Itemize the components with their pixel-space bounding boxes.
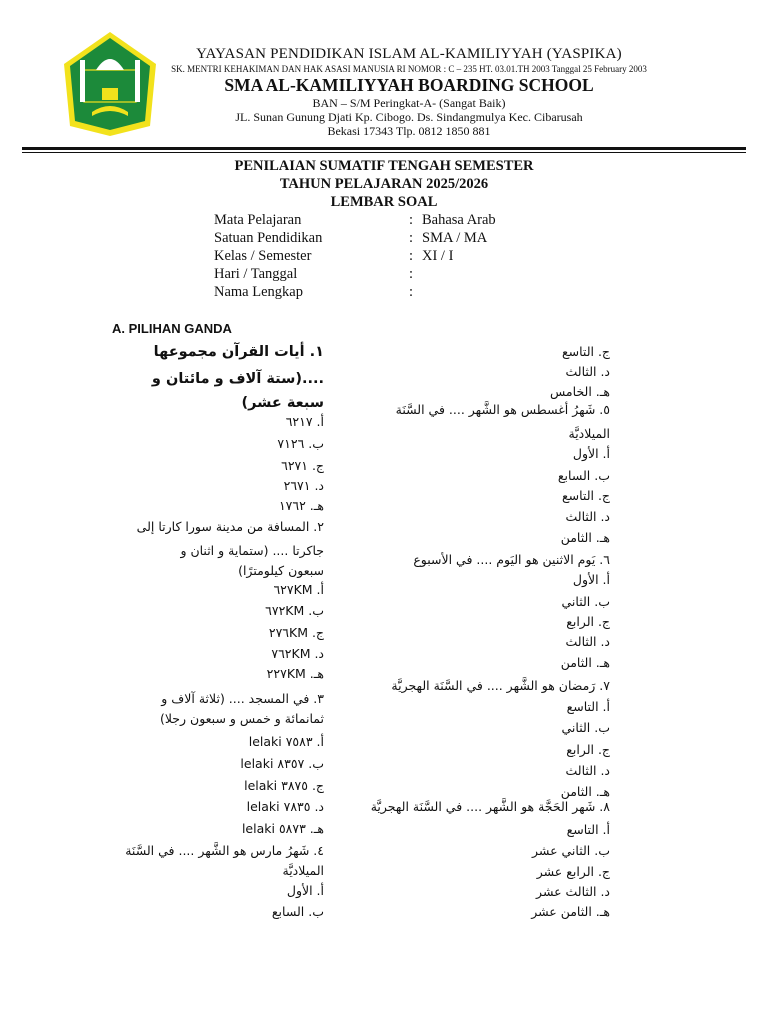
question-line: ج. ٦٢٧١ (281, 458, 324, 473)
info-colon: : (409, 248, 414, 264)
info-colon: : (409, 266, 414, 282)
question-line: ٧. رَمضان هو الشَّهر .... في السَّنَة الهجريَّة (391, 678, 610, 693)
question-line: ج. التاسع (561, 344, 610, 359)
info-value: SMA / MA (422, 230, 488, 246)
question-line: د. الثالث (565, 509, 610, 524)
header-divider-thick (22, 147, 746, 150)
question-line: هـ. ٢٢٧KM (266, 666, 324, 681)
question-line: ج. التاسع (561, 488, 610, 503)
question-line: أ. الأول (286, 883, 324, 898)
question-line: هـ. الثامن (560, 784, 610, 799)
academic-year: TAHUN PELAJARAN 2025/2026 (279, 176, 489, 192)
info-colon: : (409, 284, 414, 300)
accreditation: BAN – S/M Peringkat-A- (Sangat Baik) (312, 96, 506, 110)
question-line: ٦. يَوم الاثنين هو اليَوم .... في الأسبوع (413, 552, 610, 567)
question-line: ٥. شَهرُ أغسطس هو الشَّهر .... في السَّنَة (395, 402, 610, 417)
question-line: أ. الأول (572, 572, 610, 587)
sheet-title: LEMBAR SOAL (330, 194, 438, 210)
question-line: د. الثالث (565, 763, 610, 778)
question-line: ب. ٧١٢٦ (277, 436, 324, 451)
question-line: ب. ٨٣٥٧ lelaki (240, 756, 324, 771)
info-label: Hari / Tanggal (214, 266, 298, 282)
exam-title: PENILAIAN SUMATIF TENGAH SEMESTER (234, 158, 534, 174)
question-line: ٣. في المسجد .... (ثلاثة آلاف و (161, 691, 324, 706)
info-label: Satuan Pendidikan (214, 230, 323, 246)
question-line: جاكرتا .... (ستماية و اثنان و (180, 543, 324, 558)
info-value: XI / I (422, 248, 454, 264)
question-line: ٢. المسافة من مدينة سورا كارتا إلى (136, 519, 324, 534)
question-line: د. ٧٨٣٥ lelaki (246, 799, 324, 814)
info-colon: : (409, 212, 414, 228)
question-line: أ. التاسع (566, 822, 610, 837)
question-line: ٨. شَهر الحَجَّة هو الشَّهر .... في السَّنَة الهجريَّة (370, 799, 610, 814)
question-line: ج. ٢٧٦KM (268, 625, 324, 640)
decree-line: SK. MENTRI KEHAKIMAN DAN HAK ASASI MANUSIA RI NOMOR : C – 235 HT. 03.01.TH 2003 Tanggal 25 February 2003 (171, 64, 647, 74)
question-line: ج. ٣٨٧٥ lelaki (244, 778, 324, 793)
question-line: د. ٧٦٢KM (271, 646, 324, 661)
info-value: Bahasa Arab (422, 212, 496, 228)
question-line: ب. السابع (557, 468, 610, 483)
question-line: أ. ٦٢٧KM (273, 582, 324, 597)
question-line: د. الثالث (565, 634, 610, 649)
question-line: أ. الأول (572, 446, 610, 461)
question-line: سبعون كيلومترًا) (238, 563, 324, 578)
info-label: Nama Lengkap (214, 284, 303, 300)
question-line: أ. التاسع (566, 699, 610, 714)
foundation-name: YAYASAN PENDIDIKAN ISLAM AL-KAMILIYYAH (YASPIKA) (196, 46, 622, 62)
question-line: د. الثالث (565, 364, 610, 379)
question-line: هـ. الخامس (550, 384, 610, 399)
question-line: أ. ٧٥٨٣ lelaki (248, 734, 324, 749)
question-line: ب. الثاني (561, 594, 610, 609)
question-line: الميلاديَّة (568, 426, 610, 441)
question-line: ب. ٦٧٢KM (265, 603, 324, 618)
question-line: أ. ٦٢١٧ (285, 414, 324, 429)
question-line: سبعة عشر) (241, 395, 324, 411)
question-line: الميلاديَّة (282, 863, 324, 878)
question-line: هـ. ١٧٦٢ (278, 498, 324, 513)
address: JL. Sunan Gunung Djati Kp. Cibogo. Ds. Sindangmulya Kec. Cibarusah (235, 110, 583, 124)
question-line: د. ٢٦٧١ (283, 478, 324, 493)
question-line: هـ. الثامن عشر (531, 904, 610, 919)
question-line: هـ. الثامن (560, 655, 610, 670)
section-heading: A. PILIHAN GANDA (112, 321, 232, 336)
question-line: د. الثالث عشر (536, 884, 610, 899)
school-emblem-icon (62, 30, 158, 138)
question-line: ....(ستة آلاف و مائتان و (151, 371, 324, 387)
question-line: ب. الثاني عشر (532, 843, 610, 858)
question-line: ج. الرابع عشر (536, 864, 610, 879)
question-line: ب. السابع (271, 904, 324, 919)
question-line: ثمانمائة و خمس و سبعون رجلا) (159, 711, 324, 726)
question-line: هـ. الثامن (560, 530, 610, 545)
question-line: ١. أيات القرآن مجموعها (153, 344, 324, 360)
info-label: Kelas / Semester (214, 248, 312, 264)
info-colon: : (409, 230, 414, 246)
question-line: ٤. شَهرُ مارس هو الشَّهر .... في السَّنَة (125, 843, 324, 858)
question-line: ج. الرابع (566, 742, 610, 757)
school-name: SMA AL-KAMILIYYAH BOARDING SCHOOL (224, 75, 594, 95)
city-phone: Bekasi 17343 Tlp. 0812 1850 881 (327, 124, 491, 138)
question-line: ج. الرابع (566, 614, 610, 629)
question-line: هـ. ٥٨٧٣ lelaki (241, 821, 324, 836)
info-label: Mata Pelajaran (214, 212, 302, 228)
header-divider-thin (22, 152, 746, 153)
question-line: ب. الثاني (561, 720, 610, 735)
